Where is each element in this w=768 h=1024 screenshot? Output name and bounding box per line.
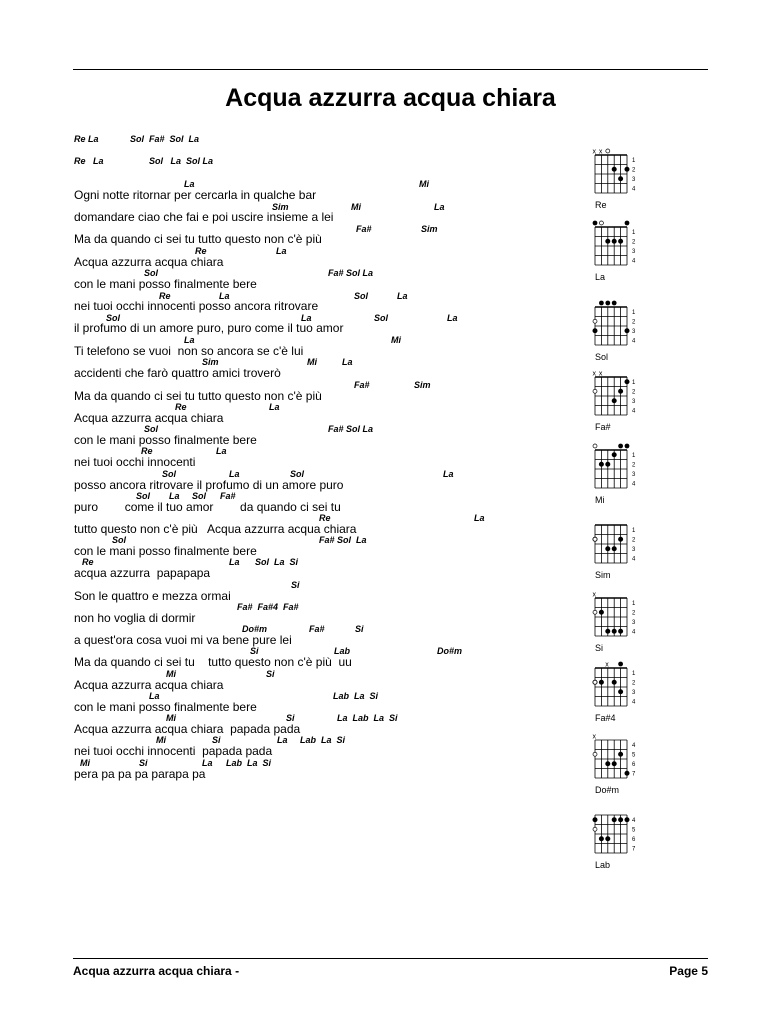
svg-text:x: x — [598, 370, 603, 378]
chord-symbol: Fa# — [309, 624, 325, 634]
finger-dot — [625, 328, 630, 333]
finger-dot — [605, 629, 610, 634]
svg-text:6: 6 — [632, 762, 636, 769]
chord-symbol: Do#m — [242, 624, 268, 634]
chord-symbol: Sol — [162, 469, 177, 479]
chord-symbol: Si — [291, 580, 300, 590]
chord-symbol: La — [216, 446, 227, 456]
lyric-line: Acqua azzurra acqua chiara papada pada — [74, 722, 301, 736]
chord-symbol: Re — [175, 402, 187, 412]
chord-diagram-name: Lab — [595, 860, 611, 870]
finger-dot — [625, 817, 630, 822]
chord-symbol: La — [184, 335, 195, 345]
finger-dot — [612, 761, 617, 766]
chord-symbol: Sol — [136, 491, 151, 501]
footer-title: Acqua azzurra acqua chiara - — [73, 964, 240, 978]
lyric-line: Ogni notte ritornar per cercarla in qualche bar — [74, 188, 317, 202]
chord-symbol: Fa# Sol La — [319, 535, 367, 545]
chord-diagram — [588, 218, 658, 288]
svg-text:4: 4 — [632, 258, 636, 265]
finger-dot — [605, 836, 610, 841]
chord-symbol: La — [397, 291, 408, 301]
svg-text:7: 7 — [632, 771, 636, 778]
chord-symbol: Sol — [106, 313, 121, 323]
chord-symbol: Mi — [156, 735, 166, 745]
svg-text:4: 4 — [632, 481, 636, 488]
chord-symbol: Fa# Sol La — [328, 268, 374, 278]
chord-symbol: Do#m — [437, 646, 463, 656]
finger-dot — [625, 379, 630, 384]
svg-text:4: 4 — [632, 186, 636, 193]
svg-text:1: 1 — [632, 601, 636, 608]
chord-diagram-grid — [588, 589, 658, 641]
svg-text:x: x — [592, 733, 596, 741]
lyric-line: Acqua azzurra acqua chiara — [74, 678, 224, 692]
lyric-line: Acqua azzurra acqua chiara — [74, 411, 224, 425]
chord-symbol: La — [219, 291, 230, 301]
svg-text:1: 1 — [632, 671, 636, 678]
chord-symbol: La — [474, 513, 485, 523]
finger-dot — [599, 610, 604, 615]
chord-symbol: Lab La Si — [226, 758, 272, 768]
finger-dot — [625, 771, 630, 776]
chord-symbol: Re — [195, 246, 207, 256]
lyric-line: Son le quattro e mezza ormai — [74, 589, 231, 603]
svg-text:2: 2 — [632, 319, 636, 326]
song-title: Acqua azzurra acqua chiara — [225, 84, 556, 112]
finger-dot — [612, 239, 617, 244]
chord-symbol: Sol — [354, 291, 369, 301]
svg-text:2: 2 — [632, 680, 636, 687]
header-rule — [73, 69, 708, 70]
lyric-line: accidenti che farò quattro amici troverò — [74, 366, 281, 380]
chord-symbol: Si — [250, 646, 259, 656]
chord-symbol: La — [169, 491, 180, 501]
chord-symbol: Sol — [144, 268, 159, 278]
chord-symbol: Si — [266, 669, 275, 679]
svg-text:2: 2 — [632, 537, 636, 544]
lyric-line: con le mani posso finalmente bere — [74, 700, 257, 714]
chord-symbol: Mi — [419, 179, 429, 189]
chord-symbol: La — [229, 557, 240, 567]
chord-symbol: La — [443, 469, 454, 479]
chord-symbol: La Lab La Si — [337, 713, 398, 723]
chord-symbol: Sim — [202, 357, 219, 367]
chord-diagram-name: Mi — [595, 495, 605, 505]
svg-text:5: 5 — [632, 752, 636, 759]
lyric-line: il profumo di un amore puro, puro come il tuo amor — [74, 321, 344, 335]
chord-symbol: Sol — [290, 469, 305, 479]
chord-diagram — [588, 516, 658, 586]
chord-diagram-name: Do#m — [595, 785, 620, 795]
chord-symbol: La — [184, 179, 195, 189]
svg-text:2: 2 — [632, 239, 636, 246]
chord-symbol: Mi — [166, 669, 176, 679]
chord-diagram-grid — [588, 298, 658, 350]
lyric-line: con le mani posso finalmente bere — [74, 277, 257, 291]
finger-dot — [605, 546, 610, 551]
chord-diagram-name: Re — [595, 200, 607, 210]
lyric-line: Ma da quando ci sei tu tutto questo non c'è più — [74, 389, 322, 403]
chord-symbol: Fa# Sol La — [328, 424, 374, 434]
finger-dot — [599, 462, 604, 467]
svg-text:6: 6 — [632, 837, 636, 844]
chord-symbol: Sol — [144, 424, 159, 434]
finger-dot — [625, 167, 630, 172]
chord-symbol: La — [434, 202, 445, 212]
svg-text:4: 4 — [632, 629, 636, 636]
chord-diagram-grid — [588, 441, 658, 493]
finger-dot — [618, 752, 623, 757]
lyrics-sheet — [74, 128, 584, 788]
chord-symbol: Lab La Si — [300, 735, 346, 745]
chord-symbol: La — [276, 246, 287, 256]
chord-diagram — [588, 441, 658, 511]
svg-text:1: 1 — [632, 380, 636, 387]
lyric-line: con le mani posso finalmente bere — [74, 544, 257, 558]
chord-symbol: Sol Fa# Sol La — [130, 134, 200, 144]
chord-diagram — [588, 298, 658, 368]
chord-symbol: Fa# — [356, 224, 372, 234]
chord-diagram-name: Fa#4 — [595, 713, 616, 723]
chord-diagram-grid — [588, 659, 658, 711]
lyric-line: acqua azzurra papapapa — [74, 566, 211, 580]
chord-diagram-grid — [588, 806, 658, 858]
finger-dot — [605, 761, 610, 766]
svg-text:4: 4 — [632, 743, 636, 750]
chord-symbol: Re — [141, 446, 153, 456]
svg-text:x: x — [592, 148, 596, 156]
finger-dot — [605, 462, 610, 467]
svg-text:2: 2 — [632, 610, 636, 617]
lyric-line: Acqua azzurra acqua chiara — [74, 255, 224, 269]
chord-symbol: Si — [139, 758, 148, 768]
lyric-line: Ma da quando ci sei tu tutto questo non c'è più — [74, 232, 322, 246]
finger-dot — [612, 167, 617, 172]
chord-symbol: Re — [159, 291, 171, 301]
chord-symbol: Re La — [74, 156, 104, 166]
chord-symbol: Sim — [414, 380, 431, 390]
svg-text:x: x — [592, 591, 596, 599]
chord-diagram — [588, 806, 658, 876]
lyric-line: domandare ciao che fai e poi uscire insieme a lei — [74, 210, 334, 224]
svg-text:7: 7 — [632, 846, 636, 853]
svg-text:3: 3 — [632, 249, 636, 256]
chord-symbol: Si — [286, 713, 295, 723]
finger-dot — [612, 680, 617, 685]
lyric-line: nei tuoi occhi innocenti papada pada — [74, 744, 273, 758]
svg-text:3: 3 — [632, 329, 636, 336]
finger-dot — [605, 239, 610, 244]
chord-symbol: Fa# Fa#4 Fa# — [237, 602, 299, 612]
lyric-line: tutto questo non c'è più Acqua azzurra acqua chiara — [74, 522, 357, 536]
chord-symbol: Re — [82, 557, 94, 567]
finger-dot — [618, 389, 623, 394]
chord-diagram-name: Sol — [595, 352, 609, 362]
svg-text:2: 2 — [632, 167, 636, 174]
chord-symbol: Re — [319, 513, 331, 523]
svg-text:2: 2 — [632, 389, 636, 396]
chord-diagram-name: La — [595, 272, 606, 282]
chord-diagram-grid — [588, 218, 658, 270]
svg-text:1: 1 — [632, 528, 636, 535]
chord-symbol: Sim — [421, 224, 438, 234]
lyric-line: Ma da quando ci sei tu tutto questo non c'è più uu — [74, 655, 352, 669]
chord-symbol: Fa# — [220, 491, 236, 501]
chord-symbol: Si — [212, 735, 221, 745]
chord-symbol: La — [269, 402, 280, 412]
chord-diagram — [588, 659, 658, 729]
chord-symbol: Mi — [166, 713, 176, 723]
svg-text:4: 4 — [632, 408, 636, 415]
svg-text:1: 1 — [632, 453, 636, 460]
svg-text:3: 3 — [632, 620, 636, 627]
chord-symbol: Sol La Sol La — [149, 156, 214, 166]
lyric-line: Ti telefono se vuoi non so ancora se c'è lui — [74, 344, 304, 358]
chord-diagram-grid — [588, 368, 658, 420]
finger-dot — [599, 680, 604, 685]
lyric-line: puro come il tuo amor da quando ci sei tu — [74, 500, 341, 514]
finger-dot — [618, 817, 623, 822]
chord-symbol: Lab La Si — [333, 691, 379, 701]
lyric-line: nei tuoi occhi innocenti posso ancora ritrovare — [74, 299, 319, 313]
chord-symbol: Mi — [80, 758, 90, 768]
finger-dot — [612, 817, 617, 822]
svg-text:3: 3 — [632, 690, 636, 697]
svg-text:x: x — [598, 148, 603, 156]
chord-symbol: La — [447, 313, 458, 323]
chord-symbol: La — [277, 735, 288, 745]
lyric-line: pera pa pa pa parapa pa — [74, 767, 206, 781]
svg-text:4: 4 — [632, 699, 636, 706]
chord-symbol: La — [202, 758, 213, 768]
lyric-line: a quest'ora cosa vuoi mi va bene pure lei — [74, 633, 292, 647]
chord-symbol: Sol — [374, 313, 389, 323]
svg-text:2: 2 — [632, 462, 636, 469]
chord-symbol: La — [229, 469, 240, 479]
svg-text:4: 4 — [632, 818, 636, 825]
finger-dot — [593, 817, 598, 822]
chord-diagram-grid — [588, 731, 658, 783]
page-number: Page 5 — [669, 964, 708, 978]
chord-symbol: Re La — [74, 134, 99, 144]
chord-symbol: Sol La Si — [255, 557, 299, 567]
finger-dot — [593, 328, 598, 333]
chord-diagram — [588, 731, 658, 801]
chord-diagram-name: Fa# — [595, 422, 611, 432]
svg-text:3: 3 — [632, 399, 636, 406]
finger-dot — [618, 629, 623, 634]
chord-symbol: Si — [355, 624, 364, 634]
chord-symbol: Mi — [351, 202, 361, 212]
finger-dot — [618, 239, 623, 244]
svg-text:x: x — [605, 661, 609, 669]
svg-text:4: 4 — [632, 556, 636, 563]
chord-diagram-grid — [588, 516, 658, 568]
lyric-line: nei tuoi occhi innocenti — [74, 455, 196, 469]
lyric-line: posso ancora ritrovare il profumo di un amore puro — [74, 478, 344, 492]
chord-symbol: Mi — [307, 357, 317, 367]
chord-symbol: La — [342, 357, 353, 367]
chord-diagram-grid — [588, 146, 658, 198]
lyric-line: non ho voglia di dormir — [74, 611, 196, 625]
svg-text:3: 3 — [632, 177, 636, 184]
finger-dot — [599, 836, 604, 841]
chord-symbol: Sol — [192, 491, 207, 501]
finger-dot — [618, 689, 623, 694]
svg-text:3: 3 — [632, 472, 636, 479]
svg-text:x: x — [592, 370, 596, 378]
svg-text:3: 3 — [632, 547, 636, 554]
chord-diagram — [588, 146, 658, 216]
finger-dot — [612, 398, 617, 403]
svg-text:1: 1 — [632, 310, 636, 317]
finger-dot — [612, 629, 617, 634]
chord-symbol: La — [301, 313, 312, 323]
lyric-line: con le mani posso finalmente bere — [74, 433, 257, 447]
chord-symbol: La — [149, 691, 160, 701]
svg-text:5: 5 — [632, 827, 636, 834]
chord-symbol: Fa# — [354, 380, 370, 390]
chord-diagram-name: Sim — [595, 570, 611, 580]
chord-symbol: Lab — [334, 646, 351, 656]
chord-symbol: Mi — [391, 335, 401, 345]
chord-diagram — [588, 368, 658, 438]
finger-dot — [612, 546, 617, 551]
footer-rule — [73, 958, 708, 959]
svg-text:1: 1 — [632, 230, 636, 237]
chord-diagram-name: Si — [595, 643, 604, 653]
finger-dot — [612, 452, 617, 457]
finger-dot — [618, 176, 623, 181]
chord-symbol: Sim — [272, 202, 289, 212]
chord-symbol: Sol — [112, 535, 127, 545]
svg-text:4: 4 — [632, 338, 636, 345]
finger-dot — [618, 537, 623, 542]
chord-diagram — [588, 589, 658, 659]
svg-text:1: 1 — [632, 158, 636, 165]
